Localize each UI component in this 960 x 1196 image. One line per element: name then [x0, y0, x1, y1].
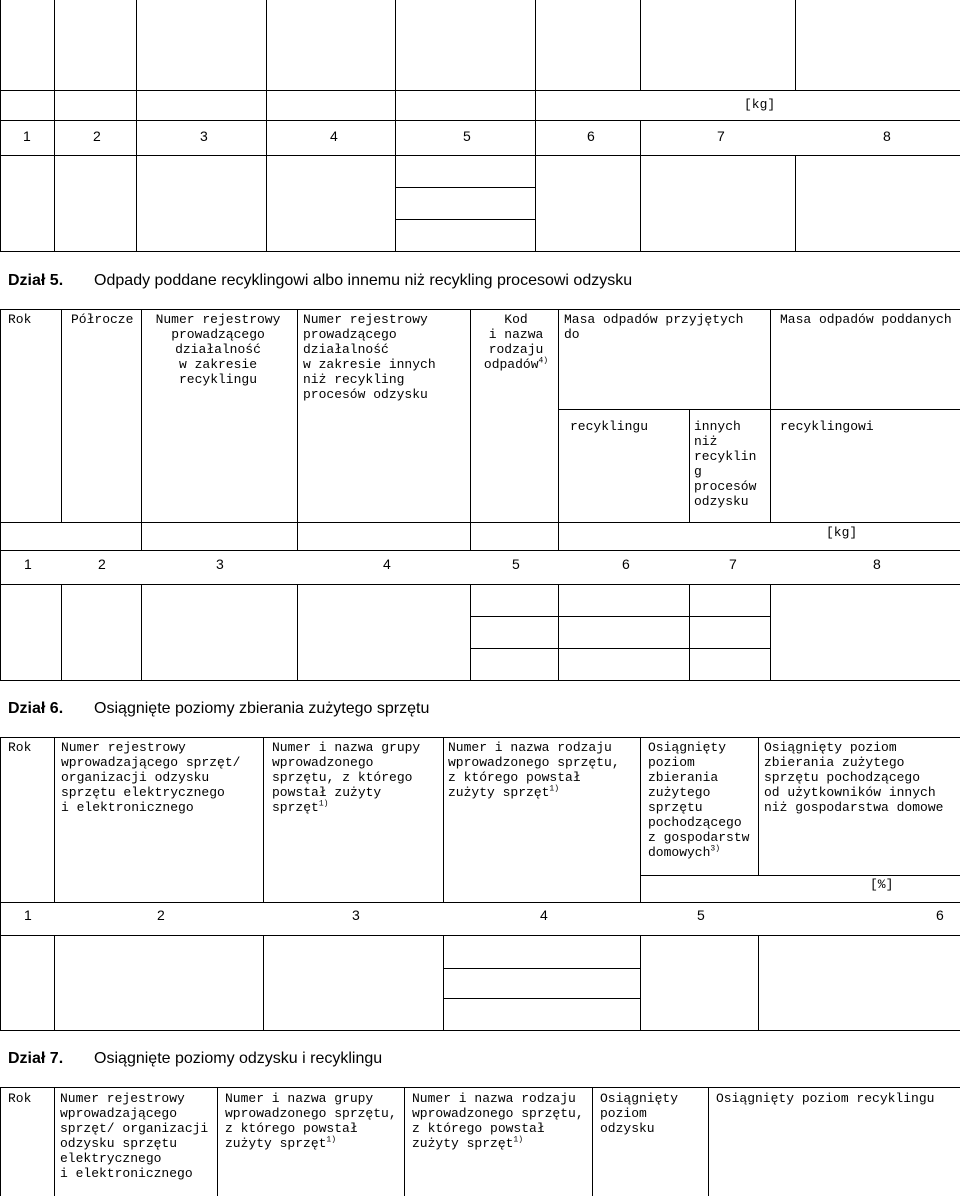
col-number: 6 — [622, 556, 630, 572]
section-title-7 — [8, 1050, 382, 1068]
section-label: Dział 6. — [8, 700, 64, 717]
col-number: 1 — [23, 128, 31, 144]
unit-label: [kg] — [826, 525, 858, 540]
col-number: 7 — [729, 556, 737, 572]
header-collection-other: Osiągnięty poziom zbierania zużytego sprzętu pochodzącego od użytkowników innych niż gospodarstwa domowe — [764, 740, 944, 815]
col-number: 8 — [873, 556, 881, 572]
header-rok: Rok — [8, 312, 32, 327]
section-heading: Osiągnięte poziomy odzysku i recyklingu — [94, 1050, 383, 1067]
section-heading: Osiągnięte poziomy zbierania zużytego sprzętu — [94, 700, 430, 717]
col-number: 5 — [463, 128, 471, 144]
col-number: 2 — [98, 556, 106, 572]
col-number: 3 — [216, 556, 224, 572]
col-number: 2 — [157, 907, 165, 923]
col-number: 6 — [936, 907, 944, 923]
header-polrocze: Półrocze — [71, 312, 134, 327]
col-number: 2 — [93, 128, 101, 144]
section-label: Dział 7. — [8, 1050, 64, 1067]
footnote-ref: 1) — [549, 784, 560, 794]
header-reg-number: Numer rejestrowy wprowadzającego sprzęt/ organizacji odzysku sprzętu elektrycznego i elektronicznego — [61, 740, 241, 815]
header-mass-received: Masa odpadów przyjętych do — [564, 312, 744, 342]
header-rok: Rok — [8, 1091, 32, 1106]
section-heading: Odpady poddane recyklingowi albo innemu niż recykling procesowi odzysku — [94, 272, 633, 289]
header-reg-number: Numer rejestrowy wprowadzającego sprzęt/ organizacji odzysku sprzętu elektrycznego i elektronicznego — [60, 1091, 209, 1181]
header-reg-other: Numer rejestrowy prowadzącego działalność w zakresie innych niż recykling procesów odzysku — [303, 312, 436, 402]
header-recycling: recyklingu — [570, 419, 649, 434]
header-group: Numer i nazwa grupy wprowadzonego sprzętu, z którego powstał zużyty sprzęt$^{1)}$ — [272, 740, 421, 815]
col-number: 1 — [24, 907, 32, 923]
footnote-ref: 3) — [710, 844, 721, 854]
header-group: Numer i nazwa grupy wprowadzonego sprzętu, z którego powstał zużyty sprzęt$^{1)}$ — [225, 1091, 397, 1151]
col-number: 3 — [352, 907, 360, 923]
footnote-ref: 1) — [326, 1135, 337, 1145]
footnote-ref: 4) — [538, 356, 549, 366]
header-type: Numer i nazwa rodzaju wprowadzonego sprzętu, z którego powstał zużyty sprzęt$^{1)}$ — [448, 740, 620, 800]
section-title-6 — [8, 700, 429, 718]
col-number: 4 — [330, 128, 338, 144]
unit-label: [kg] — [744, 97, 776, 112]
header-recycling-level: Osiągnięty poziom recyklingu — [716, 1091, 935, 1106]
header-recyclingowi: recyklingowi — [780, 419, 874, 434]
header-rok: Rok — [8, 740, 32, 755]
header-reg-recycling: Numer rejestrowy prowadzącego działalność w zakresie recyklingu — [155, 312, 281, 387]
col-number: 1 — [24, 556, 32, 572]
header-mass-processed: Masa odpadów poddanych — [780, 312, 952, 327]
col-number: 5 — [512, 556, 520, 572]
section-title-5 — [8, 272, 632, 290]
col-number: 4 — [383, 556, 391, 572]
unit-label: [%] — [870, 877, 894, 892]
header-recovery-level: Osiągnięty poziom odzysku — [600, 1091, 679, 1136]
header-other-processes: innych niż recyklin g procesów odzysku — [694, 419, 757, 509]
header-type: Numer i nazwa rodzaju wprowadzonego sprzętu, z którego powstał zużyty sprzęt$^{1)}$ — [412, 1091, 584, 1151]
col-number: 7 — [717, 128, 725, 144]
header-collection-household: Osiągnięty poziom zbierania zużytego sprzętu pochodzącego z gospodarstw domowych$^{3)}$ — [648, 740, 750, 860]
col-number: 6 — [587, 128, 595, 144]
col-number: 4 — [540, 907, 548, 923]
header-waste-code: Kod i nazwa rodzaju odpadów$^{4)}$ — [483, 312, 549, 372]
footnote-ref: 1) — [318, 799, 329, 809]
footnote-ref: 1) — [513, 1135, 524, 1145]
col-number: 5 — [697, 907, 705, 923]
col-number: 8 — [883, 128, 891, 144]
col-number: 3 — [200, 128, 208, 144]
section-label: Dział 5. — [8, 272, 64, 289]
